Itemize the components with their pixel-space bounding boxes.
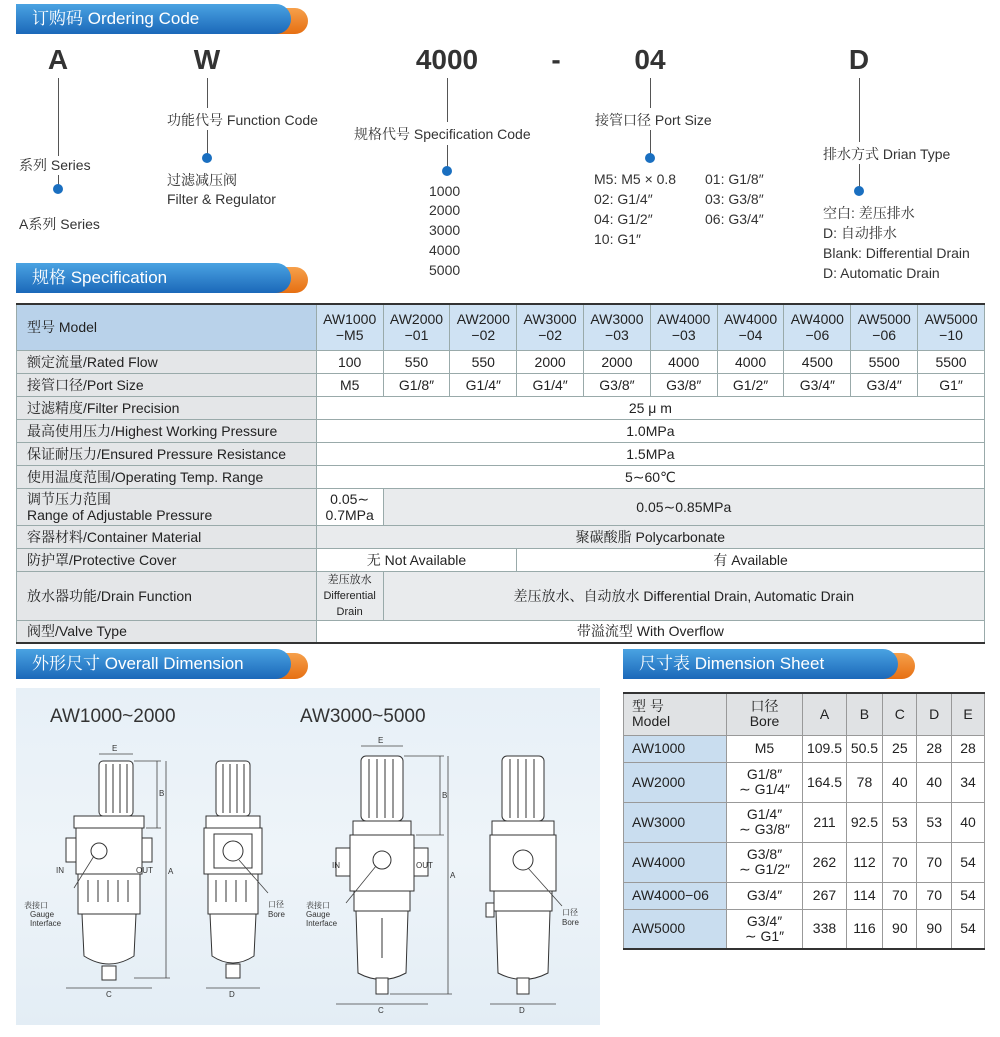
spec-line: [447, 78, 448, 122]
table-cell: G3/8″ ∼ G1/2″: [726, 842, 803, 882]
drain-value: Blank: Differential Drain: [823, 245, 970, 261]
code-port: 04: [634, 44, 666, 75]
model-cell: AW5000 −06: [851, 304, 918, 350]
table-row: [17, 465, 985, 488]
column-header: 型 号 Model: [624, 693, 727, 735]
dim-label-a: A: [168, 867, 174, 876]
table-cell: G1/2″: [717, 373, 784, 396]
model-cell: AW3000 −03: [584, 304, 651, 350]
dim-label-in: IN: [332, 861, 340, 870]
table-cell: 550: [450, 350, 517, 373]
table-cell: 53: [917, 802, 952, 842]
table-cell: 34: [952, 762, 985, 802]
overall-dimension-title: 外形尺寸 Overall Dimension: [16, 649, 291, 679]
table-cell: 70: [917, 882, 952, 909]
series-value: A系列 Series: [19, 216, 100, 232]
table-row: [624, 909, 985, 949]
table-row: [17, 442, 985, 465]
row-header: 防护罩/Protective Cover: [17, 548, 317, 571]
table-cell: G1/4″: [517, 373, 584, 396]
dim-label-out: OUT: [136, 866, 153, 875]
table-cell: 2000: [584, 350, 651, 373]
row-header: 型号 Model: [17, 304, 317, 350]
table-cell: 92.5: [846, 802, 883, 842]
row-header: 过滤精度/Filter Precision: [17, 396, 317, 419]
table-cell: 4000: [717, 350, 784, 373]
port-value: 02: G1/4″: [594, 191, 653, 207]
spec-line-2: [447, 145, 448, 167]
table-cell: G1/8″ ∼ G1/4″: [726, 762, 803, 802]
dim-label-out: OUT: [416, 861, 433, 870]
port-value: 06: G3/4″: [705, 211, 764, 227]
port-label: 接管口径 Port Size: [595, 112, 712, 128]
large-unit-front: [336, 756, 428, 994]
drain-value: D: Automatic Drain: [823, 265, 940, 281]
table-cell: AW5000: [624, 909, 727, 949]
gauge-label-en: Gauge: [30, 910, 55, 919]
dimension-drawing-panel: [16, 688, 600, 1025]
spec-value: 1000: [429, 183, 461, 199]
table-cell: 带溢流型 With Overflow: [316, 620, 984, 643]
model-cell: AW2000 −02: [450, 304, 517, 350]
overall-dimension-header: [16, 649, 308, 679]
table-cell: 112: [846, 842, 883, 882]
column-header: C: [883, 693, 917, 735]
table-cell: 90: [917, 909, 952, 949]
column-header: D: [917, 693, 952, 735]
bore-label-cn: 口径: [268, 900, 284, 909]
table-cell: 25: [883, 735, 917, 762]
table-cell: 116: [846, 909, 883, 949]
column-header: E: [952, 693, 985, 735]
row-header: 接管口径/Port Size: [17, 373, 317, 396]
table-cell: 109.5: [803, 735, 846, 762]
table-cell: 1.5MPa: [316, 442, 984, 465]
table-cell: 164.5: [803, 762, 846, 802]
code-spec: 4000: [415, 44, 479, 75]
model-cell: AW3000 −02: [517, 304, 584, 350]
table-cell: 2000: [517, 350, 584, 373]
table-cell: 0.05∼ 0.7MPa: [316, 488, 383, 525]
drain-label: 排水方式 Drian Type: [823, 146, 951, 162]
table-cell: 无 Not Available: [316, 548, 516, 571]
column-header: A: [803, 693, 846, 735]
dim-label-b: B: [442, 791, 448, 800]
table-cell: AW1000: [624, 735, 727, 762]
function-line: [207, 78, 208, 108]
function-value-cn: 过滤减压阀: [167, 172, 237, 188]
function-value-en: Filter & Regulator: [167, 191, 276, 207]
row-header: 阀型/Valve Type: [17, 620, 317, 643]
ordering-code-title: 订购码 Ordering Code: [16, 4, 291, 34]
table-row: [624, 802, 985, 842]
table-cell: G3/4″: [726, 882, 803, 909]
table-row: [624, 762, 985, 802]
series-label: 系列 Series: [19, 156, 95, 175]
bore-label-en: Bore: [562, 918, 579, 927]
model-cell: AW2000 −01: [383, 304, 450, 350]
spec-value: 3000: [429, 222, 461, 238]
table-row: [17, 548, 985, 571]
function-line-2: [207, 130, 208, 155]
port-value: 03: G3/8″: [705, 191, 764, 207]
port-dot: [645, 153, 655, 163]
table-cell: G3/8″: [584, 373, 651, 396]
table-cell: 40: [883, 762, 917, 802]
column-header: B: [846, 693, 883, 735]
table-cell: 5∼60℃: [316, 465, 984, 488]
table-row: [17, 350, 985, 373]
table-cell: 聚碳酸脂 Polycarbonate: [316, 525, 984, 548]
port-value: 04: G1/2″: [594, 211, 653, 227]
table-cell: AW2000: [624, 762, 727, 802]
series-dot: [53, 184, 63, 194]
table-cell: 70: [883, 882, 917, 909]
table-cell: 338: [803, 909, 846, 949]
dimension-sheet-header: [623, 649, 915, 679]
table-cell: G1/4″ ∼ G3/8″: [726, 802, 803, 842]
row-header: 容器材料/Container Material: [17, 525, 317, 548]
table-cell: 40: [917, 762, 952, 802]
table-cell: 40: [952, 802, 985, 842]
row-header: 最高使用压力/Highest Working Pressure: [17, 419, 317, 442]
table-cell: 1.0MPa: [316, 419, 984, 442]
dim-label-e: E: [112, 744, 118, 753]
drawing-title-right: AW3000~5000: [300, 706, 426, 727]
table-cell: 267: [803, 882, 846, 909]
table-row: [624, 842, 985, 882]
model-cell: AW4000 −04: [717, 304, 784, 350]
table-row: [17, 304, 985, 350]
table-cell: AW4000: [624, 842, 727, 882]
dim-label-e: E: [378, 736, 384, 745]
table-cell: 54: [952, 909, 985, 949]
spec-value: 4000: [429, 242, 461, 258]
bore-label-en: Bore: [268, 910, 285, 919]
table-cell: 550: [383, 350, 450, 373]
spec-value: 5000: [429, 262, 461, 278]
table-cell: G1/4″: [450, 373, 517, 396]
spec-dot: [442, 166, 452, 176]
gauge-label-en: Interface: [30, 919, 62, 928]
table-cell: 70: [917, 842, 952, 882]
bore-label-cn: 口径: [562, 908, 578, 917]
drawing-title-left: AW1000~2000: [50, 706, 176, 727]
row-header: 保证耐压力/Ensured Pressure Resistance: [17, 442, 317, 465]
spec-value: 2000: [429, 202, 461, 218]
table-cell: 262: [803, 842, 846, 882]
dim-label-c: C: [106, 990, 112, 999]
table-cell: 114: [846, 882, 883, 909]
column-header: 口径 Bore: [726, 693, 803, 735]
table-row: [624, 693, 985, 735]
gauge-label-en: Gauge: [306, 910, 331, 919]
specification-header: [16, 263, 308, 293]
specification-table: [16, 303, 985, 644]
drain-value: D: 自动排水: [823, 225, 897, 241]
table-cell: 差压放水 Differential Drain: [316, 571, 383, 620]
table-cell: 5500: [918, 350, 985, 373]
table-cell: M5: [726, 735, 803, 762]
table-cell: 211: [803, 802, 846, 842]
code-drain: D: [848, 44, 870, 75]
table-cell: 78: [846, 762, 883, 802]
table-cell: G1/8″: [383, 373, 450, 396]
specification-title: 规格 Specification: [16, 263, 291, 293]
table-cell: 54: [952, 842, 985, 882]
row-header: 额定流量/Rated Flow: [17, 350, 317, 373]
table-cell: M5: [316, 373, 383, 396]
dimension-sheet-table: [623, 692, 985, 950]
table-cell: G3/8″: [650, 373, 717, 396]
table-cell: G3/4″ ∼ G1″: [726, 909, 803, 949]
table-cell: 25 μ m: [316, 396, 984, 419]
function-label: 功能代号 Function Code: [167, 112, 318, 128]
gauge-label-en: Interface: [306, 919, 338, 928]
table-cell: 100: [316, 350, 383, 373]
large-unit-side: [486, 756, 556, 994]
table-cell: G3/4″: [851, 373, 918, 396]
table-row: [624, 735, 985, 762]
table-cell: 50.5: [846, 735, 883, 762]
model-cell: AW4000 −06: [784, 304, 851, 350]
table-row: [624, 882, 985, 909]
table-row: [17, 396, 985, 419]
code-series: A: [47, 44, 69, 75]
dim-label-d: D: [229, 990, 235, 999]
dim-label-d: D: [519, 1006, 525, 1015]
port-line: [650, 78, 651, 108]
drain-line: [859, 78, 860, 142]
port-value: M5: M5 × 0.8: [594, 171, 677, 187]
ordering-code-header: [16, 4, 308, 34]
code-function: W: [193, 44, 221, 75]
drain-dot: [854, 186, 864, 196]
table-cell: AW3000: [624, 802, 727, 842]
model-cell: AW4000 −03: [650, 304, 717, 350]
port-line-2: [650, 130, 651, 155]
table-cell: 5500: [851, 350, 918, 373]
table-row: [17, 525, 985, 548]
spec-label: 规格代号 Specification Code: [354, 126, 531, 142]
model-cell: AW1000 −M5: [316, 304, 383, 350]
gauge-label-cn: 表接口: [306, 901, 330, 910]
port-value: 01: G1/8″: [705, 171, 764, 187]
table-row: [17, 373, 985, 396]
table-cell: AW4000−06: [624, 882, 727, 909]
model-cell: AW5000 −10: [918, 304, 985, 350]
technical-drawing: [16, 688, 600, 1025]
code-dash: -: [551, 44, 561, 75]
table-cell: 0.05∼0.85MPa: [383, 488, 984, 525]
table-cell: G3/4″: [784, 373, 851, 396]
row-header: 调节压力范围 Range of Adjustable Pressure: [17, 488, 317, 525]
row-header: 使用温度范围/Operating Temp. Range: [17, 465, 317, 488]
table-row: [17, 419, 985, 442]
table-cell: 28: [917, 735, 952, 762]
table-row: [17, 488, 985, 525]
drain-value: 空白: 差压排水: [823, 205, 915, 221]
dim-label-b: B: [159, 789, 165, 798]
function-dot: [202, 153, 212, 163]
table-cell: G1″: [918, 373, 985, 396]
table-cell: 53: [883, 802, 917, 842]
gauge-label-cn: 表接口: [24, 901, 48, 910]
table-cell: 有 Available: [517, 548, 985, 571]
dimension-sheet-title: 尺寸表 Dimension Sheet: [623, 649, 898, 679]
dim-label-in: IN: [56, 866, 64, 875]
port-value: 10: G1″: [594, 231, 641, 247]
table-row: [17, 571, 985, 620]
table-cell: 90: [883, 909, 917, 949]
table-row: [17, 620, 985, 643]
table-cell: 28: [952, 735, 985, 762]
dim-label-c: C: [378, 1006, 384, 1015]
table-cell: 4000: [650, 350, 717, 373]
drain-line-2: [859, 164, 860, 188]
table-cell: 差压放水、自动放水 Differential Drain, Automatic Drain: [383, 571, 984, 620]
table-cell: 4500: [784, 350, 851, 373]
small-unit-side: [204, 761, 262, 978]
table-cell: 70: [883, 842, 917, 882]
dim-label-a: A: [450, 871, 456, 880]
row-header: 放水器功能/Drain Function: [17, 571, 317, 620]
table-cell: 54: [952, 882, 985, 909]
